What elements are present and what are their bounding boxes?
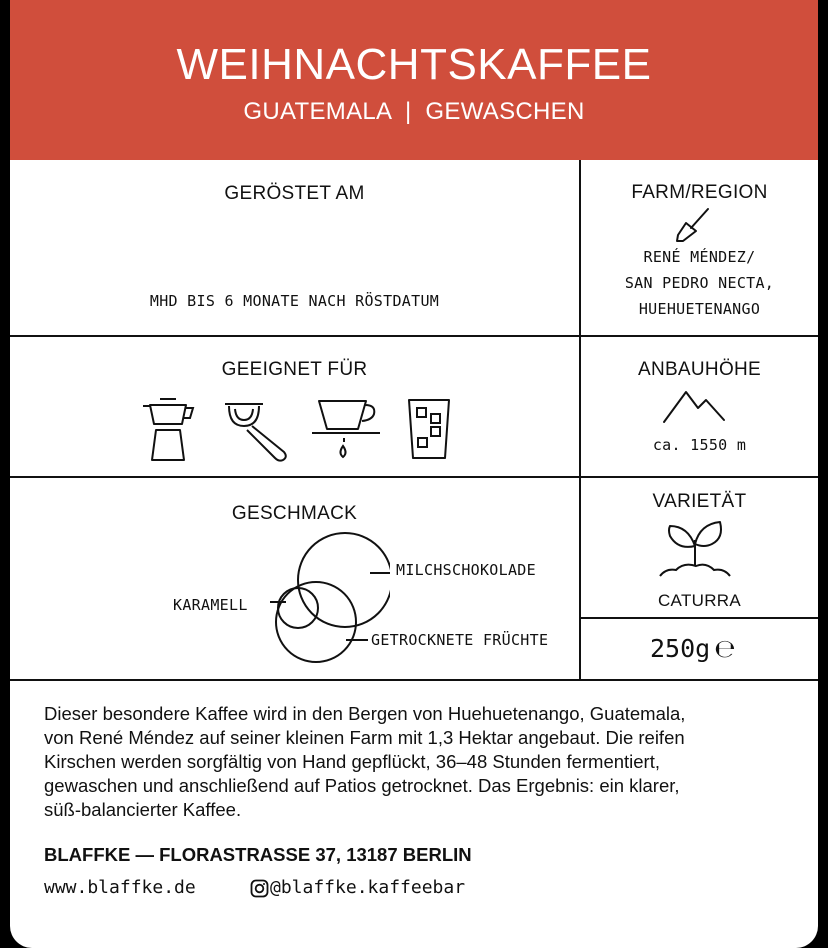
portafilter-icon (222, 400, 290, 464)
description-line: Kirschen werden sorgfältig von Hand gepflückt, 36–48 Stunden fermentiert, (44, 751, 661, 772)
farm-line-1: RENÉ MÉNDEZ/ (643, 248, 756, 266)
description-line: gewaschen und anschließend auf Patios getrocknet. Das Ergebnis: ein klarer, (44, 775, 680, 796)
grid-divider-weight (579, 617, 818, 619)
product-subtitle: GUATEMALA | GEWASCHEN (243, 98, 585, 125)
mountain-icon (662, 388, 728, 426)
suited-for-label: GEEIGNET FÜR (221, 359, 368, 380)
description-line: süß-balancierter Kaffee. (44, 799, 242, 820)
net-weight (650, 634, 736, 663)
iced-coffee-icon (406, 396, 452, 462)
grid-divider-bottom (10, 679, 818, 681)
grid-divider-row-1 (10, 335, 818, 337)
taste-note-caramel: KARAMELL (173, 596, 248, 614)
altitude-label: ANBAUHÖHE (637, 359, 762, 380)
variety-value: CATURRA (657, 591, 741, 610)
roastery-address: BLAFFKE — FLORASTRASSE 37, 13187 BERLIN (44, 844, 472, 865)
grid-divider-row-2 (10, 476, 818, 478)
product-title: WEIHNACHTSKAFFEE (176, 40, 652, 89)
variety-label: VARIETÄT (652, 491, 747, 512)
taste-note-dried-fruit: GETROCKNETE FRÜCHTE (371, 631, 549, 649)
description-line: Dieser besondere Kaffee wird in den Bergen von Huehuetenango, Guatemala, (44, 703, 686, 724)
farm-region-label: FARM/REGION (631, 182, 768, 203)
moka-pot-icon (140, 394, 196, 464)
taste-note-milk-chocolate: MILCHSCHOKOLADE (396, 561, 536, 579)
net-weight-value: 250g (650, 634, 711, 663)
coffee-label (10, 0, 818, 948)
header-banner (10, 0, 818, 160)
taste-label: GESCHMACK (231, 503, 358, 524)
website-link[interactable]: www.blaffke.de (44, 877, 196, 898)
estimated-sign-icon: ℮ (714, 634, 736, 663)
taste-venn-diagram (250, 530, 390, 666)
best-before-note: MHD BIS 6 MONATE NACH RÖSTDATUM (149, 292, 440, 310)
description-line: von René Méndez auf seiner kleinen Farm mit 1,3 Hektar angebaut. Die reifen (44, 727, 685, 748)
farm-line-2: SAN PEDRO NECTA, (624, 274, 775, 292)
altitude-value: ca. 1550 m (652, 436, 747, 454)
shovel-icon (674, 206, 714, 244)
pour-over-icon (312, 396, 386, 464)
instagram-icon (250, 879, 269, 898)
farm-line-3: HUEHUETENANGO (638, 300, 761, 318)
instagram-handle[interactable]: @blaffke.kaffeebar (270, 877, 466, 898)
product-description (44, 702, 744, 822)
roasted-label: GERÖSTET AM (224, 183, 365, 204)
sprout-icon (658, 518, 732, 580)
